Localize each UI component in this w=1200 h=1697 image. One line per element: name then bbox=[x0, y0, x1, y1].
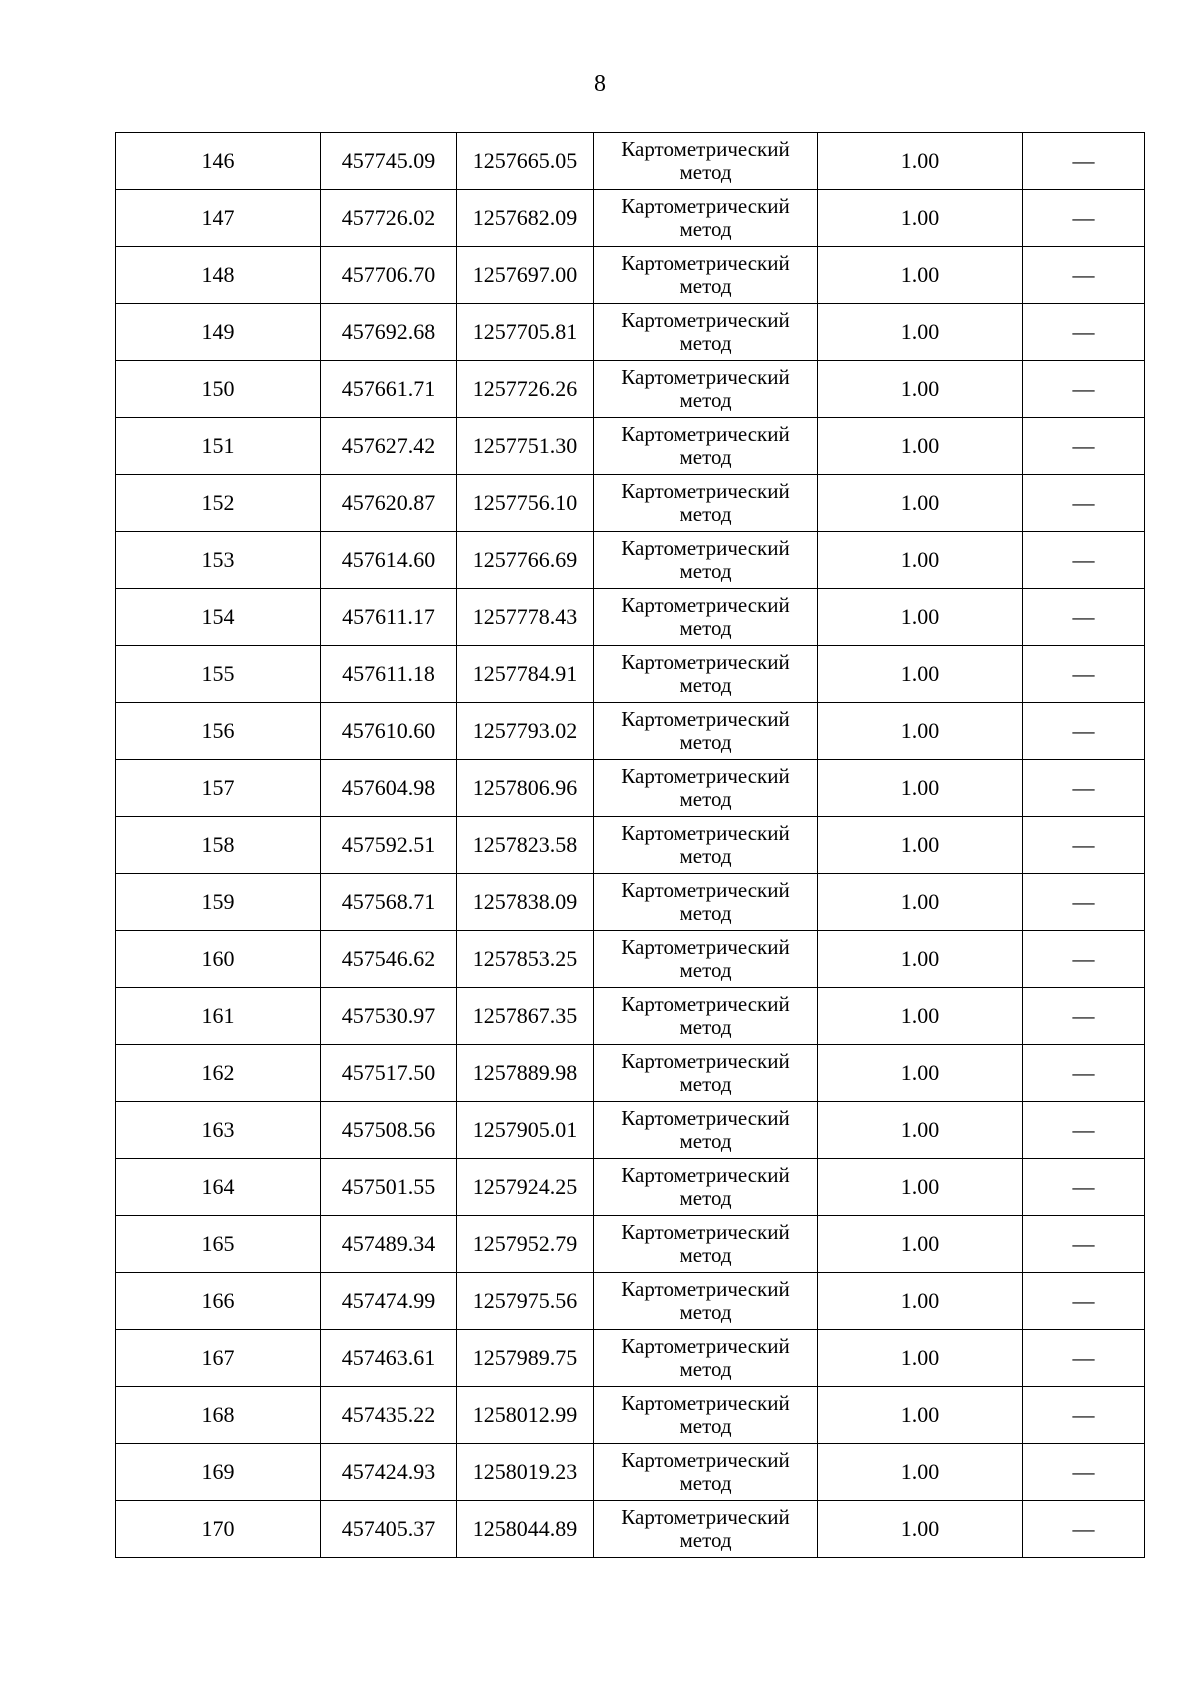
x-coordinate-cell: 457604.98 bbox=[321, 760, 457, 817]
method-cell bbox=[594, 1159, 818, 1216]
method-line-2: метод bbox=[679, 217, 732, 241]
y-coordinate-cell: 1258019.23 bbox=[457, 1444, 594, 1501]
x-coordinate-cell: 457517.50 bbox=[321, 1045, 457, 1102]
point-number-cell: 163 bbox=[116, 1102, 321, 1159]
point-number-cell: 165 bbox=[116, 1216, 321, 1273]
x-coordinate-cell: 457592.51 bbox=[321, 817, 457, 874]
table-row bbox=[116, 1159, 1145, 1216]
coordinates-table bbox=[115, 132, 1145, 1558]
method-line-2: метод bbox=[679, 958, 732, 982]
point-number-cell: 170 bbox=[116, 1501, 321, 1558]
table-row bbox=[116, 1330, 1145, 1387]
method-line-1: Картометрический bbox=[621, 1391, 790, 1415]
table-row bbox=[116, 133, 1145, 190]
method-line-1: Картометрический bbox=[621, 707, 790, 731]
method-line-1: Картометрический bbox=[621, 1220, 790, 1244]
method-cell bbox=[594, 1102, 818, 1159]
y-coordinate-cell: 1257905.01 bbox=[457, 1102, 594, 1159]
method-line-1: Картометрический bbox=[621, 365, 790, 389]
method-line-2: метод bbox=[679, 787, 732, 811]
method-line-1: Картометрический bbox=[621, 251, 790, 275]
accuracy-cell: 1.00 bbox=[818, 1444, 1023, 1501]
coordinates-table-body bbox=[116, 133, 1145, 1558]
method-line-2: метод bbox=[679, 445, 732, 469]
method-cell bbox=[594, 1444, 818, 1501]
accuracy-cell: 1.00 bbox=[818, 1330, 1023, 1387]
table-row bbox=[116, 247, 1145, 304]
y-coordinate-cell: 1257705.81 bbox=[457, 304, 594, 361]
method-line-1: Картометрический bbox=[621, 536, 790, 560]
note-cell: — bbox=[1023, 589, 1145, 646]
note-cell: — bbox=[1023, 1102, 1145, 1159]
method-line-2: метод bbox=[679, 1357, 732, 1381]
method-cell bbox=[594, 418, 818, 475]
accuracy-cell: 1.00 bbox=[818, 760, 1023, 817]
method-line-2: метод bbox=[679, 1186, 732, 1210]
method-line-2: метод bbox=[679, 1015, 732, 1039]
x-coordinate-cell: 457661.71 bbox=[321, 361, 457, 418]
method-line-1: Картометрический bbox=[621, 422, 790, 446]
accuracy-cell: 1.00 bbox=[818, 1387, 1023, 1444]
point-number-cell: 161 bbox=[116, 988, 321, 1045]
method-line-1: Картометрический bbox=[621, 593, 790, 617]
point-number-cell: 147 bbox=[116, 190, 321, 247]
x-coordinate-cell: 457474.99 bbox=[321, 1273, 457, 1330]
accuracy-cell: 1.00 bbox=[818, 475, 1023, 532]
accuracy-cell: 1.00 bbox=[818, 931, 1023, 988]
method-line-2: метод bbox=[679, 274, 732, 298]
accuracy-cell: 1.00 bbox=[818, 817, 1023, 874]
method-line-1: Картометрический bbox=[621, 194, 790, 218]
method-line-2: метод bbox=[679, 616, 732, 640]
method-line-2: метод bbox=[679, 331, 732, 355]
method-line-2: метод bbox=[679, 1300, 732, 1324]
note-cell: — bbox=[1023, 988, 1145, 1045]
method-cell bbox=[594, 304, 818, 361]
y-coordinate-cell: 1257682.09 bbox=[457, 190, 594, 247]
method-line-2: метод bbox=[679, 844, 732, 868]
accuracy-cell: 1.00 bbox=[818, 304, 1023, 361]
point-number-cell: 162 bbox=[116, 1045, 321, 1102]
method-cell bbox=[594, 475, 818, 532]
method-line-1: Картометрический bbox=[621, 821, 790, 845]
table-row bbox=[116, 304, 1145, 361]
x-coordinate-cell: 457614.60 bbox=[321, 532, 457, 589]
x-coordinate-cell: 457611.17 bbox=[321, 589, 457, 646]
accuracy-cell: 1.00 bbox=[818, 247, 1023, 304]
method-line-1: Картометрический bbox=[621, 137, 790, 161]
note-cell: — bbox=[1023, 1216, 1145, 1273]
note-cell: — bbox=[1023, 646, 1145, 703]
note-cell: — bbox=[1023, 475, 1145, 532]
method-line-2: метод bbox=[679, 160, 732, 184]
method-line-1: Картометрический bbox=[621, 479, 790, 503]
method-line-1: Картометрический bbox=[621, 1163, 790, 1187]
method-cell bbox=[594, 247, 818, 304]
method-cell bbox=[594, 703, 818, 760]
accuracy-cell: 1.00 bbox=[818, 988, 1023, 1045]
note-cell: — bbox=[1023, 190, 1145, 247]
method-cell bbox=[594, 532, 818, 589]
method-line-1: Картометрический bbox=[621, 1505, 790, 1529]
method-line-1: Картометрический bbox=[621, 1049, 790, 1073]
note-cell: — bbox=[1023, 760, 1145, 817]
point-number-cell: 154 bbox=[116, 589, 321, 646]
table-row bbox=[116, 988, 1145, 1045]
x-coordinate-cell: 457620.87 bbox=[321, 475, 457, 532]
table-row bbox=[116, 1387, 1145, 1444]
method-cell bbox=[594, 190, 818, 247]
y-coordinate-cell: 1258044.89 bbox=[457, 1501, 594, 1558]
point-number-cell: 157 bbox=[116, 760, 321, 817]
note-cell: — bbox=[1023, 532, 1145, 589]
method-cell bbox=[594, 646, 818, 703]
method-line-1: Картометрический bbox=[621, 878, 790, 902]
y-coordinate-cell: 1257784.91 bbox=[457, 646, 594, 703]
method-line-1: Картометрический bbox=[621, 650, 790, 674]
table-row bbox=[116, 1444, 1145, 1501]
note-cell: — bbox=[1023, 817, 1145, 874]
accuracy-cell: 1.00 bbox=[818, 646, 1023, 703]
y-coordinate-cell: 1257697.00 bbox=[457, 247, 594, 304]
method-line-1: Картометрический bbox=[621, 992, 790, 1016]
point-number-cell: 152 bbox=[116, 475, 321, 532]
method-cell bbox=[594, 817, 818, 874]
accuracy-cell: 1.00 bbox=[818, 1216, 1023, 1273]
method-line-2: метод bbox=[679, 673, 732, 697]
page-number: 8 bbox=[594, 71, 606, 97]
y-coordinate-cell: 1258012.99 bbox=[457, 1387, 594, 1444]
accuracy-cell: 1.00 bbox=[818, 361, 1023, 418]
table-row bbox=[116, 646, 1145, 703]
x-coordinate-cell: 457530.97 bbox=[321, 988, 457, 1045]
method-cell bbox=[594, 1045, 818, 1102]
point-number-cell: 148 bbox=[116, 247, 321, 304]
x-coordinate-cell: 457508.56 bbox=[321, 1102, 457, 1159]
point-number-cell: 146 bbox=[116, 133, 321, 190]
table-row bbox=[116, 1273, 1145, 1330]
method-cell bbox=[594, 133, 818, 190]
table-row bbox=[116, 874, 1145, 931]
method-line-1: Картометрический bbox=[621, 308, 790, 332]
accuracy-cell: 1.00 bbox=[818, 589, 1023, 646]
method-cell bbox=[594, 1330, 818, 1387]
y-coordinate-cell: 1257924.25 bbox=[457, 1159, 594, 1216]
note-cell: — bbox=[1023, 304, 1145, 361]
table-row bbox=[116, 1045, 1145, 1102]
point-number-cell: 155 bbox=[116, 646, 321, 703]
method-cell bbox=[594, 931, 818, 988]
accuracy-cell: 1.00 bbox=[818, 418, 1023, 475]
table-row bbox=[116, 589, 1145, 646]
method-line-2: метод bbox=[679, 502, 732, 526]
note-cell: — bbox=[1023, 1330, 1145, 1387]
y-coordinate-cell: 1257751.30 bbox=[457, 418, 594, 475]
method-line-2: метод bbox=[679, 901, 732, 925]
method-cell bbox=[594, 1501, 818, 1558]
table-row bbox=[116, 1216, 1145, 1273]
method-cell bbox=[594, 589, 818, 646]
method-line-2: метод bbox=[679, 388, 732, 412]
x-coordinate-cell: 457568.71 bbox=[321, 874, 457, 931]
method-line-2: метод bbox=[679, 1528, 732, 1552]
table-row bbox=[116, 703, 1145, 760]
accuracy-cell: 1.00 bbox=[818, 190, 1023, 247]
method-line-1: Картометрический bbox=[621, 764, 790, 788]
method-cell bbox=[594, 361, 818, 418]
method-cell bbox=[594, 988, 818, 1045]
x-coordinate-cell: 457610.60 bbox=[321, 703, 457, 760]
note-cell: — bbox=[1023, 361, 1145, 418]
note-cell: — bbox=[1023, 1045, 1145, 1102]
x-coordinate-cell: 457692.68 bbox=[321, 304, 457, 361]
method-line-1: Картометрический bbox=[621, 935, 790, 959]
note-cell: — bbox=[1023, 703, 1145, 760]
y-coordinate-cell: 1257665.05 bbox=[457, 133, 594, 190]
method-cell bbox=[594, 1387, 818, 1444]
note-cell: — bbox=[1023, 1501, 1145, 1558]
method-line-2: метод bbox=[679, 1414, 732, 1438]
method-line-2: метод bbox=[679, 1072, 732, 1096]
x-coordinate-cell: 457546.62 bbox=[321, 931, 457, 988]
point-number-cell: 166 bbox=[116, 1273, 321, 1330]
table-row bbox=[116, 361, 1145, 418]
y-coordinate-cell: 1257823.58 bbox=[457, 817, 594, 874]
table-row bbox=[116, 817, 1145, 874]
point-number-cell: 160 bbox=[116, 931, 321, 988]
table-row bbox=[116, 190, 1145, 247]
method-line-2: метод bbox=[679, 559, 732, 583]
table-row bbox=[116, 532, 1145, 589]
x-coordinate-cell: 457627.42 bbox=[321, 418, 457, 475]
point-number-cell: 156 bbox=[116, 703, 321, 760]
method-cell bbox=[594, 760, 818, 817]
point-number-cell: 153 bbox=[116, 532, 321, 589]
y-coordinate-cell: 1257766.69 bbox=[457, 532, 594, 589]
table-row bbox=[116, 760, 1145, 817]
table-row bbox=[116, 418, 1145, 475]
accuracy-cell: 1.00 bbox=[818, 1102, 1023, 1159]
accuracy-cell: 1.00 bbox=[818, 532, 1023, 589]
x-coordinate-cell: 457463.61 bbox=[321, 1330, 457, 1387]
point-number-cell: 168 bbox=[116, 1387, 321, 1444]
accuracy-cell: 1.00 bbox=[818, 1273, 1023, 1330]
accuracy-cell: 1.00 bbox=[818, 1159, 1023, 1216]
y-coordinate-cell: 1257975.56 bbox=[457, 1273, 594, 1330]
point-number-cell: 151 bbox=[116, 418, 321, 475]
y-coordinate-cell: 1257778.43 bbox=[457, 589, 594, 646]
method-cell bbox=[594, 1273, 818, 1330]
accuracy-cell: 1.00 bbox=[818, 1501, 1023, 1558]
x-coordinate-cell: 457726.02 bbox=[321, 190, 457, 247]
y-coordinate-cell: 1257726.26 bbox=[457, 361, 594, 418]
note-cell: — bbox=[1023, 1444, 1145, 1501]
point-number-cell: 164 bbox=[116, 1159, 321, 1216]
x-coordinate-cell: 457405.37 bbox=[321, 1501, 457, 1558]
y-coordinate-cell: 1257989.75 bbox=[457, 1330, 594, 1387]
point-number-cell: 159 bbox=[116, 874, 321, 931]
method-line-2: метод bbox=[679, 1129, 732, 1153]
method-line-1: Картометрический bbox=[621, 1334, 790, 1358]
y-coordinate-cell: 1257867.35 bbox=[457, 988, 594, 1045]
x-coordinate-cell: 457611.18 bbox=[321, 646, 457, 703]
method-line-2: метод bbox=[679, 1471, 732, 1495]
point-number-cell: 149 bbox=[116, 304, 321, 361]
point-number-cell: 150 bbox=[116, 361, 321, 418]
y-coordinate-cell: 1257853.25 bbox=[457, 931, 594, 988]
x-coordinate-cell: 457706.70 bbox=[321, 247, 457, 304]
note-cell: — bbox=[1023, 247, 1145, 304]
point-number-cell: 169 bbox=[116, 1444, 321, 1501]
table-row bbox=[116, 1102, 1145, 1159]
note-cell: — bbox=[1023, 931, 1145, 988]
note-cell: — bbox=[1023, 133, 1145, 190]
y-coordinate-cell: 1257793.02 bbox=[457, 703, 594, 760]
x-coordinate-cell: 457489.34 bbox=[321, 1216, 457, 1273]
accuracy-cell: 1.00 bbox=[818, 703, 1023, 760]
method-line-1: Картометрический bbox=[621, 1448, 790, 1472]
y-coordinate-cell: 1257838.09 bbox=[457, 874, 594, 931]
method-line-1: Картометрический bbox=[621, 1106, 790, 1130]
y-coordinate-cell: 1257889.98 bbox=[457, 1045, 594, 1102]
table-row bbox=[116, 931, 1145, 988]
x-coordinate-cell: 457435.22 bbox=[321, 1387, 457, 1444]
point-number-cell: 158 bbox=[116, 817, 321, 874]
note-cell: — bbox=[1023, 418, 1145, 475]
point-number-cell: 167 bbox=[116, 1330, 321, 1387]
method-line-2: метод bbox=[679, 1243, 732, 1267]
table-row bbox=[116, 475, 1145, 532]
x-coordinate-cell: 457501.55 bbox=[321, 1159, 457, 1216]
x-coordinate-cell: 457745.09 bbox=[321, 133, 457, 190]
method-cell bbox=[594, 1216, 818, 1273]
note-cell: — bbox=[1023, 1159, 1145, 1216]
method-line-2: метод bbox=[679, 730, 732, 754]
y-coordinate-cell: 1257756.10 bbox=[457, 475, 594, 532]
note-cell: — bbox=[1023, 874, 1145, 931]
accuracy-cell: 1.00 bbox=[818, 133, 1023, 190]
method-cell bbox=[594, 874, 818, 931]
method-line-1: Картометрический bbox=[621, 1277, 790, 1301]
y-coordinate-cell: 1257952.79 bbox=[457, 1216, 594, 1273]
note-cell: — bbox=[1023, 1273, 1145, 1330]
accuracy-cell: 1.00 bbox=[818, 874, 1023, 931]
table-row bbox=[116, 1501, 1145, 1558]
note-cell: — bbox=[1023, 1387, 1145, 1444]
accuracy-cell: 1.00 bbox=[818, 1045, 1023, 1102]
y-coordinate-cell: 1257806.96 bbox=[457, 760, 594, 817]
x-coordinate-cell: 457424.93 bbox=[321, 1444, 457, 1501]
